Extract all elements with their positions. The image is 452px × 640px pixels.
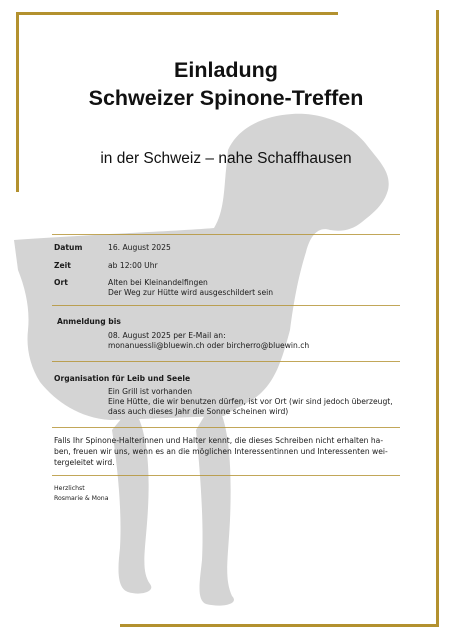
note-line-3: tergeleitet wird.: [54, 458, 115, 467]
place-label: Ort: [54, 278, 68, 287]
registration-emails: monanuessli@bluewin.ch oder bircherro@bluewin.ch: [108, 341, 310, 350]
note-line-2: ben, freuen wir uns, wenn es an die möglichen Interessentinnen und Interessenten wei-: [54, 447, 388, 456]
date-label: Datum: [54, 243, 83, 252]
divider-1: [52, 234, 400, 235]
divider-4: [52, 427, 400, 428]
organisation-line-3: dass auch dieses Jahr die Sonne scheinen wird): [108, 407, 289, 416]
divider-2: [52, 305, 400, 306]
closing-greeting: Herzlichst: [54, 485, 85, 492]
title-line-1: Einladung: [174, 58, 278, 82]
subtitle: in der Schweiz – nahe Schaffhausen: [100, 150, 352, 167]
divider-5: [52, 475, 400, 476]
time-label: Zeit: [54, 261, 71, 270]
divider-3: [52, 361, 400, 362]
page-title: [0, 56, 452, 112]
time-value: ab 12:00 Uhr: [108, 261, 158, 270]
place-line-1: Alten bei Kleinandelfingen: [108, 278, 208, 287]
date-value: 16. August 2025: [108, 243, 171, 252]
title-line-2: Schweizer Spinone-Treffen: [88, 86, 364, 110]
registration-heading: Anmeldung bis: [57, 317, 121, 326]
organisation-line-2: Eine Hütte, die wir benutzen dürfen, ist vor Ort (wir sind jedoch überzeugt,: [108, 397, 393, 406]
organisation-line-1: Ein Grill ist vorhanden: [108, 387, 193, 396]
registration-line-1: 08. August 2025 per E-Mail an:: [108, 331, 226, 340]
note-line-1: Falls Ihr Spinone-Halterinnen und Halter kennt, die dieses Schreiben nicht erhalten ha-: [54, 436, 384, 445]
closing-names: Rosmarie & Mona: [54, 495, 109, 502]
place-line-2: Der Weg zur Hütte wird ausgeschildert sein: [108, 288, 274, 297]
organisation-heading: Organisation für Leib und Seele: [54, 374, 191, 383]
